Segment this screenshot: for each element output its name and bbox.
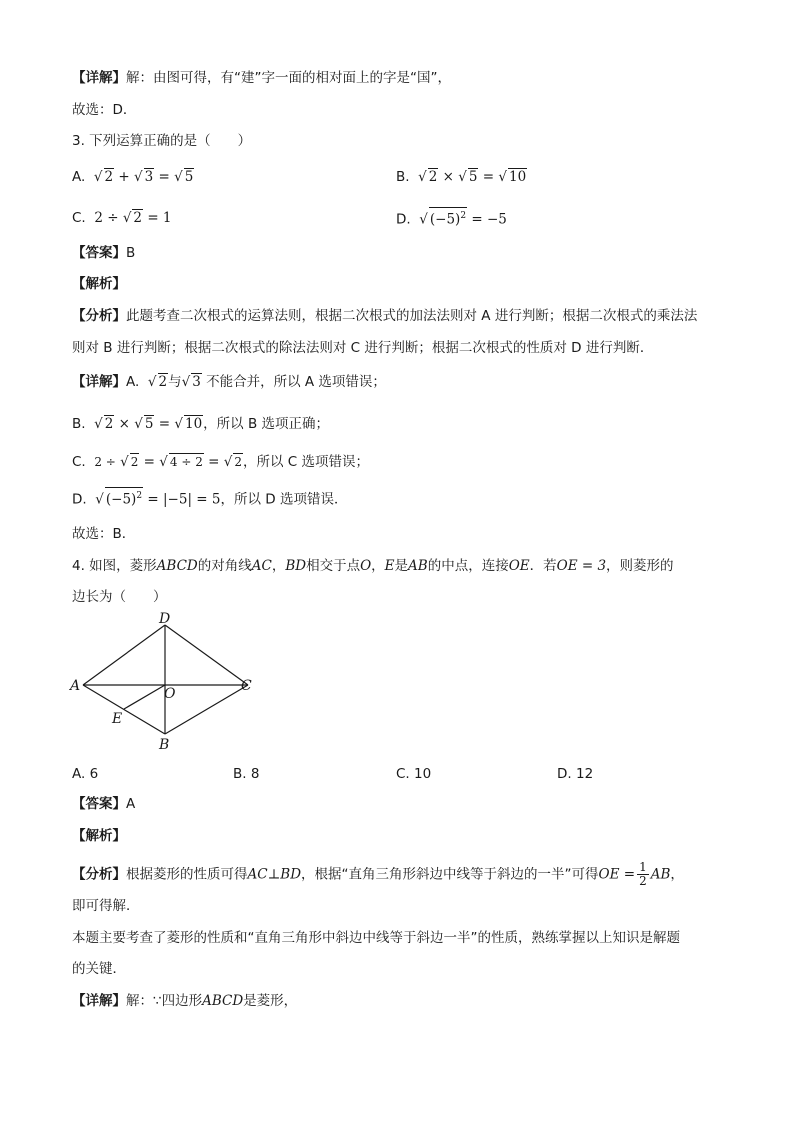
radicand: 3 [144, 169, 154, 185]
opt-label: C. [72, 454, 86, 470]
exponent: 2 [136, 491, 143, 501]
radicand: 10 [508, 169, 527, 185]
q3-stem: 3. 下列运算正确的是（ ） [72, 133, 252, 149]
math-var: OE = [598, 866, 636, 883]
point-label-c: C [241, 678, 252, 694]
operator: + [118, 169, 130, 185]
radicand: 2 [130, 455, 139, 469]
math-var: AC⊥BD [247, 866, 302, 883]
stem-text: 相交于点 [306, 558, 361, 574]
q3-analysis-tag [72, 274, 126, 294]
fraction-half [637, 861, 649, 888]
analysis-tag: 【解析】 [72, 276, 126, 292]
radicand: 2 [158, 374, 168, 390]
q4-option-b: B. 8 [233, 766, 260, 782]
equals: = [208, 454, 220, 470]
radicand: 3 [192, 374, 201, 390]
inner: (−5) [429, 211, 461, 228]
q3-detail-c: C. 2 ÷ √ 2 = √ 4 ÷ 2 = √ 2，所以 C 选项错误； [72, 454, 370, 470]
q3-option-c: C. 2 ÷ √ 2 = 1 [72, 210, 172, 226]
math-var: O [360, 558, 372, 574]
stem-text: ，则菱形的 [606, 558, 674, 574]
math-var: ABCD [202, 993, 244, 1009]
fenxi-text: ，根据“直角三角形斜边中线等于斜边的一半”可得 [301, 866, 599, 883]
math-var: E [384, 558, 395, 574]
q3-option-a: A. √ 2 + √ 3 = √ 5 [72, 169, 194, 185]
q4-option-c: C. 10 [396, 766, 432, 782]
edge-dc [165, 625, 248, 685]
opt-label: B. [396, 169, 410, 185]
detail-text: 解：由图可得，有“建”字一面的相对面上的字是“国”， [126, 70, 451, 86]
fenxi-tag: 【分析】 [72, 308, 126, 324]
math-var: AB [408, 558, 428, 574]
math-var: ABCD [156, 558, 198, 574]
answer-value: A [126, 796, 136, 812]
stem-text: ， [371, 558, 385, 574]
abs-value: −5 [167, 491, 188, 508]
q4-summary-1: 本题主要考查了菱形的性质和“直角三角形中斜边中线等于斜边一半”的性质，熟练掌握以上知识是解题 [72, 930, 680, 946]
radicand [429, 207, 467, 228]
detail-tail: ，所以 D 选项错误． [220, 491, 348, 508]
detail-line [72, 68, 451, 88]
stem-text: 是 [394, 558, 409, 574]
detail-tag: 【详解】 [72, 374, 126, 390]
operator: × [442, 169, 454, 185]
operand: 2 ÷ [94, 210, 119, 226]
radicand: 2 [104, 169, 114, 185]
q4-stem-2: 边长为（ ） [72, 589, 167, 605]
q3-option-d: D. √ $(-5)^2 = -5$ [396, 207, 507, 231]
opt-label: D. [72, 491, 87, 508]
opt-label: D. [396, 211, 411, 228]
edge-cb [165, 685, 248, 734]
math-var: AC [251, 558, 272, 574]
q4-option-d: D. 12 [557, 766, 594, 782]
answer-value: B [126, 245, 136, 261]
answer-tag: 【答案】 [72, 245, 126, 261]
radicand [105, 487, 143, 508]
opt-label: C. [72, 210, 86, 226]
denominator: 2 [639, 874, 647, 888]
choose-line-1: 故选：D． [72, 102, 137, 118]
detail-tag: 【详解】 [72, 993, 126, 1009]
fenxi-tag: 【分析】 [72, 866, 126, 883]
detail-tail: 不能合并，所以 A 选项错误； [206, 374, 386, 390]
detail-tail: ，所以 B 选项正确； [203, 416, 330, 432]
q4-analysis-tag [72, 826, 126, 846]
math-var: AB [650, 866, 671, 883]
point-label-o: O [164, 686, 176, 702]
q3-detail-b: B. √ 2 × √ 5 = √ 10，所以 B 选项正确； [72, 416, 330, 432]
equals: = [158, 169, 170, 185]
segment-oe [124, 685, 165, 709]
rhombus-figure [68, 612, 268, 752]
math-var: OE [508, 558, 530, 574]
detail-tag: 【详解】 [72, 70, 126, 86]
answer-tag: 【答案】 [72, 796, 126, 812]
radicand: 10 [184, 416, 203, 432]
fenxi-text: 根据菱形的性质可得 [126, 866, 248, 883]
equals: = [482, 169, 495, 185]
radicand: 4 ÷ 2 [169, 455, 203, 469]
math-var: BD [285, 558, 307, 574]
q4-fenxi-1 [72, 861, 684, 888]
choose-line-2: 故选：B． [72, 526, 136, 542]
fenxi-text: ， [670, 866, 684, 883]
q3-answer [72, 243, 135, 263]
stem-text: 的中点，连接 [427, 558, 509, 574]
point-label-a: A [70, 678, 81, 694]
inner: (−5) [105, 491, 137, 508]
q3-fenxi-2: 则对 B 进行判断；根据二次根式的除法法则对 C 进行判断；根据二次根式的性质对 D 进行判断． [72, 340, 654, 356]
point-label-e: E [112, 711, 123, 727]
equals: = [143, 454, 155, 470]
q4-fenxi-2: 即可得解． [72, 898, 140, 914]
stem-text: 4. 如图，菱形 [72, 558, 157, 574]
q3-fenxi-1 [72, 306, 697, 326]
q4-detail [72, 991, 297, 1011]
radicand: 2 [104, 416, 114, 432]
radicand: 5 [468, 169, 478, 185]
q4-option-a: A. 6 [72, 766, 99, 782]
point-label-d: D [159, 612, 171, 627]
opt-label: A. [72, 169, 86, 185]
detail-tail: ，所以 C 选项错误； [243, 454, 370, 470]
equals: = [158, 416, 171, 432]
equals: = [147, 491, 159, 508]
q4-summary-2: 的关键． [72, 961, 126, 977]
exponent: 2 [460, 211, 467, 221]
q3-option-b: B. √ 2 × √ 5 = √ 10 [396, 169, 527, 185]
opt-label: B. [72, 416, 86, 432]
q4-answer [72, 794, 135, 814]
numerator: 1 [639, 860, 647, 874]
fenxi-text: 此题考查二次根式的运算法则，根据二次根式的加法法则对 A 进行判断；根据二次根式的乘法法 [126, 308, 698, 324]
result: = 5 [196, 491, 221, 508]
operand: 2 ÷ [94, 455, 116, 469]
radicand: 2 [234, 455, 242, 469]
q3-detail-d: D. √ $(-5)^2 = |-5| = 5$，所以 D 选项错误． [72, 487, 347, 510]
stem-text: 的对角线 [197, 558, 252, 574]
connector: 与 [168, 374, 182, 390]
detail-text: 是菱形， [243, 993, 298, 1009]
radicand: 5 [184, 169, 194, 185]
operator: × [118, 416, 130, 432]
radicand: 2 [133, 210, 143, 226]
math-var: OE = 3 [556, 558, 607, 574]
stem-text: ．若 [529, 558, 557, 574]
point-label-b: B [159, 737, 170, 752]
edge-ad [83, 625, 165, 685]
equals: = 1 [147, 210, 172, 226]
radicand: 2 [428, 169, 438, 185]
radicand: 5 [144, 416, 154, 432]
stem-text: ， [271, 558, 286, 574]
opt-label: A. [126, 374, 140, 390]
q3-detail-a: 【详解】A. √ 2与√ 3 不能合并，所以 A 选项错误； [72, 374, 386, 390]
detail-text: 解：∵四边形 [126, 993, 203, 1009]
q4-stem-1 [72, 556, 674, 576]
analysis-tag: 【解析】 [72, 828, 126, 844]
equals: = −5 [471, 211, 507, 228]
